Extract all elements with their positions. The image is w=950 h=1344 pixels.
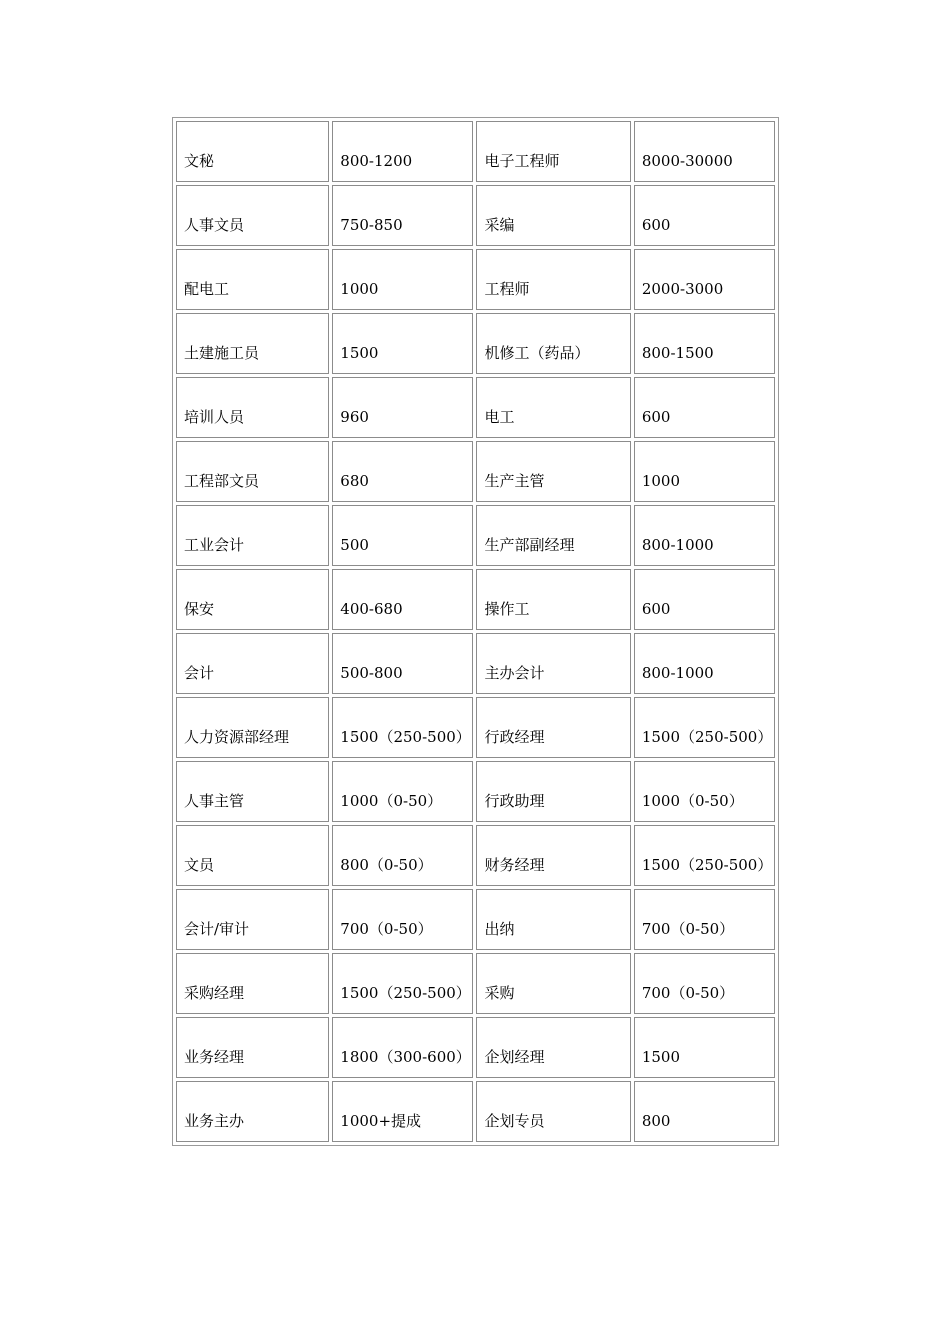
table-row [176, 1081, 775, 1142]
position-name-cell [176, 313, 329, 374]
cell-text: 人事主管 [184, 792, 245, 810]
salary-table-body [176, 121, 775, 1142]
cell-text: 出纳 [484, 920, 515, 938]
salary-cell [634, 249, 775, 310]
table-row [176, 889, 775, 950]
position-name-cell [476, 1017, 630, 1078]
cell-text: 生产主管 [484, 472, 545, 490]
cell-text: 1500（250-500） [641, 856, 773, 874]
position-name-cell [176, 889, 329, 950]
position-name-cell [476, 185, 630, 246]
cell-text: 培训人员 [184, 408, 245, 426]
position-name-cell [476, 121, 630, 182]
cell-text: 机修工（药品） [484, 344, 590, 362]
salary-cell [332, 633, 473, 694]
salary-cell [332, 697, 473, 758]
cell-text: 工程部文员 [184, 472, 260, 490]
cell-text: 960 [340, 408, 369, 426]
cell-text: 电工 [484, 408, 515, 426]
cell-text: 600 [641, 408, 671, 426]
cell-text: 1500 [340, 344, 379, 362]
salary-cell [332, 953, 473, 1014]
cell-text: 采购 [484, 984, 515, 1002]
cell-text: 主办会计 [484, 664, 545, 682]
position-name-cell [476, 313, 630, 374]
salary-cell [332, 313, 473, 374]
table-row [176, 313, 775, 374]
cell-text: 人事文员 [184, 216, 245, 234]
table-row [176, 697, 775, 758]
salary-cell [332, 505, 473, 566]
cell-text: 行政经理 [484, 728, 545, 746]
salary-cell [634, 377, 775, 438]
salary-cell [634, 953, 775, 1014]
salary-cell [634, 569, 775, 630]
cell-text: 800（0-50） [340, 856, 433, 874]
cell-text: 行政助理 [484, 792, 545, 810]
position-name-cell [476, 505, 630, 566]
table-row [176, 761, 775, 822]
cell-text: 土建施工员 [184, 344, 260, 362]
cell-text: 生产部副经理 [484, 536, 575, 554]
salary-cell [332, 121, 473, 182]
cell-text: 700（0-50） [340, 920, 433, 938]
position-name-cell [176, 697, 329, 758]
cell-text: 1000 [340, 280, 379, 298]
table-row [176, 249, 775, 310]
position-name-cell [476, 441, 630, 502]
table-row [176, 377, 775, 438]
table-row [176, 825, 775, 886]
cell-text: 操作工 [484, 600, 530, 618]
position-name-cell [176, 1081, 329, 1142]
salary-cell [332, 185, 473, 246]
position-name-cell [176, 441, 329, 502]
table-row [176, 441, 775, 502]
table-row [176, 121, 775, 182]
position-name-cell [476, 569, 630, 630]
table-row [176, 569, 775, 630]
cell-text: 文秘 [184, 152, 215, 170]
salary-cell [634, 121, 775, 182]
salary-cell [332, 889, 473, 950]
position-name-cell [476, 953, 630, 1014]
cell-text: 会计/审计 [184, 920, 250, 938]
cell-text: 会计 [184, 664, 215, 682]
cell-text: 500-800 [340, 664, 403, 682]
cell-text: 700（0-50） [641, 920, 735, 938]
position-name-cell [176, 377, 329, 438]
cell-text: 1500（250-500） [340, 728, 471, 746]
cell-text: 工程师 [484, 280, 530, 298]
salary-cell [634, 185, 775, 246]
cell-text: 1500（250-500） [340, 984, 471, 1002]
cell-text: 财务经理 [484, 856, 545, 874]
cell-text: 800 [641, 1112, 671, 1130]
position-name-cell [176, 121, 329, 182]
cell-text: 600 [641, 600, 671, 618]
cell-text: 采购经理 [184, 984, 245, 1002]
salary-cell [332, 569, 473, 630]
cell-text: 800-1000 [641, 536, 714, 554]
salary-table [172, 117, 779, 1146]
cell-text: 1000（0-50） [641, 792, 744, 810]
position-name-cell [476, 761, 630, 822]
salary-cell [634, 825, 775, 886]
cell-text: 电子工程师 [484, 152, 560, 170]
cell-text: 人力资源部经理 [184, 728, 290, 746]
cell-text: 文员 [184, 856, 215, 874]
cell-text: 业务经理 [184, 1048, 245, 1066]
cell-text: 采编 [484, 216, 515, 234]
position-name-cell [176, 569, 329, 630]
cell-text: 企划经理 [484, 1048, 545, 1066]
cell-text: 配电工 [184, 280, 230, 298]
position-name-cell [476, 633, 630, 694]
cell-text: 业务主办 [184, 1112, 245, 1130]
cell-text: 1000+提成 [340, 1112, 422, 1130]
cell-text: 1800（300-600） [340, 1048, 471, 1066]
table-row [176, 633, 775, 694]
position-name-cell [476, 697, 630, 758]
salary-cell [332, 1017, 473, 1078]
cell-text: 500 [340, 536, 369, 554]
cell-text: 700（0-50） [641, 984, 735, 1002]
position-name-cell [476, 825, 630, 886]
cell-text: 800-1000 [641, 664, 714, 682]
cell-text: 400-680 [340, 600, 403, 618]
salary-cell [634, 889, 775, 950]
position-name-cell [176, 249, 329, 310]
position-name-cell [176, 185, 329, 246]
position-name-cell [476, 889, 630, 950]
position-name-cell [176, 633, 329, 694]
salary-cell [634, 1017, 775, 1078]
cell-text: 800-1200 [340, 152, 413, 170]
salary-cell [634, 505, 775, 566]
salary-cell [332, 377, 473, 438]
cell-text: 2000-3000 [641, 280, 724, 298]
salary-cell [634, 761, 775, 822]
salary-cell [634, 1081, 775, 1142]
table-row [176, 1017, 775, 1078]
position-name-cell [476, 249, 630, 310]
salary-cell [332, 441, 473, 502]
position-name-cell [476, 1081, 630, 1142]
table-row [176, 953, 775, 1014]
cell-text: 1500（250-500） [641, 728, 773, 746]
cell-text: 680 [340, 472, 369, 490]
table-row [176, 185, 775, 246]
salary-cell [634, 633, 775, 694]
position-name-cell [476, 377, 630, 438]
salary-cell [634, 697, 775, 758]
position-name-cell [176, 1017, 329, 1078]
cell-text: 600 [641, 216, 671, 234]
cell-text: 800-1500 [641, 344, 714, 362]
salary-cell [634, 313, 775, 374]
cell-text: 1000（0-50） [340, 792, 443, 810]
position-name-cell [176, 761, 329, 822]
cell-text: 1000 [641, 472, 681, 490]
salary-cell [332, 249, 473, 310]
cell-text: 企划专员 [484, 1112, 545, 1130]
cell-text: 保安 [184, 600, 215, 618]
position-name-cell [176, 825, 329, 886]
cell-text: 工业会计 [184, 536, 245, 554]
salary-cell [634, 441, 775, 502]
position-name-cell [176, 953, 329, 1014]
table-row [176, 505, 775, 566]
cell-text: 8000-30000 [641, 152, 733, 170]
salary-cell [332, 1081, 473, 1142]
salary-cell [332, 825, 473, 886]
position-name-cell [176, 505, 329, 566]
salary-cell [332, 761, 473, 822]
cell-text: 1500 [641, 1048, 681, 1066]
cell-text: 750-850 [340, 216, 403, 234]
